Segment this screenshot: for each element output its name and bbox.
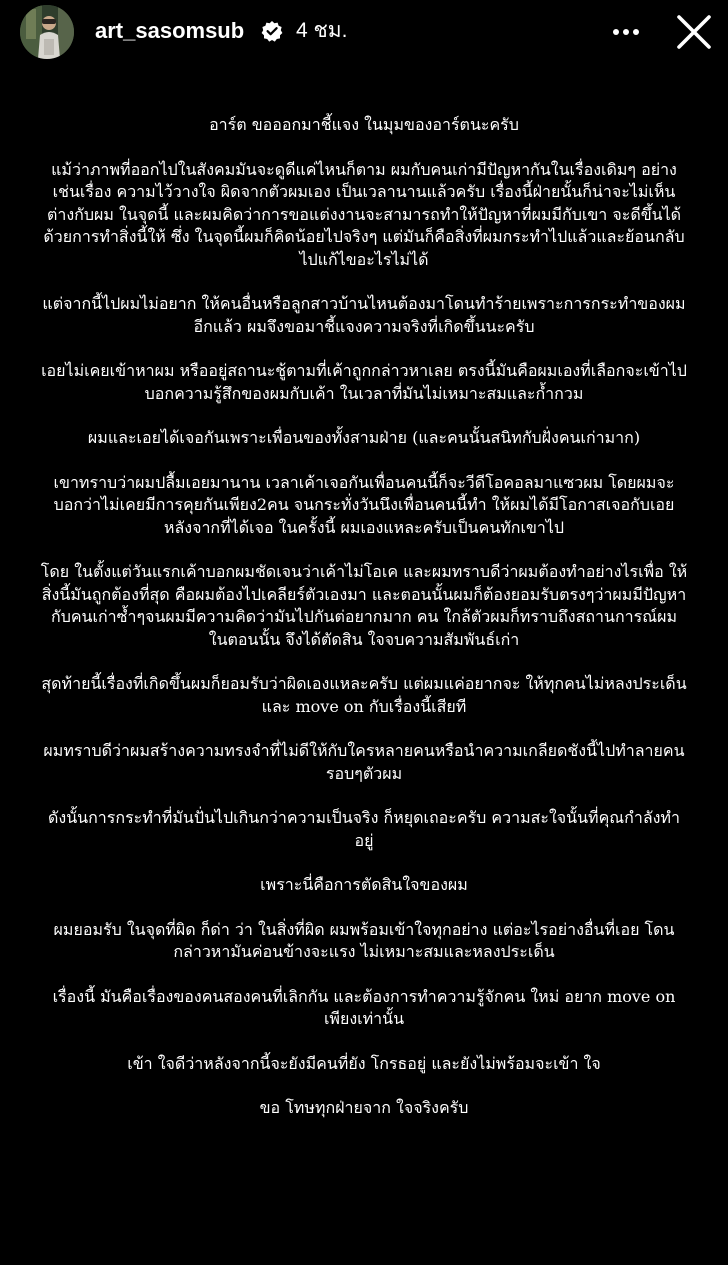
more-options-button[interactable] (606, 16, 646, 48)
paragraph: ผมและเอยได้เจอกันเพราะเพื่อนของทั้งสามฝ่าย (และคนนั้นสนิทกับฝั่งคนเก่ามาก) (87, 428, 641, 447)
avatar-image (20, 5, 74, 59)
paragraph: โดย ในตั้งแต่วันแรกเค้าบอกผมชัดเจนว่าเค้าไม่โอเค และผมทราบดีว่าผมต้องทำอย่างไรเพื่อ ให้สิ่งนี้มันถูกต้องที่สุด คือผมต้องไปเคลียร์ตัวเองมา และตอนนั้นผมก็ต้องยอมรับตรงๆว่าผมมีปัญหากับคนเก่าซ้ำๆจนผมมีความคิดว่ามันไปกันต่อยากมาก คน ใกล้ตัวผมก็ทราบถึงสถานการณ์ผม ในตอนนั้น จึงได้ตัดสิน ใจจบความสัมพันธ์เก่า (40, 562, 688, 649)
more-dots-icon (606, 16, 646, 48)
paragraph: แต่จากนี้ไปผมไม่อยาก ให้คนอื่นหรือลูกสาวบ้านไหนต้องมาโดนทำร้ายเพราะการกระทำของผมอีกแล้ว ผมจึงขอมาชี้แจงความจริงที่เกิดขึ้นนะครับ (42, 294, 686, 336)
story-header (0, 0, 728, 64)
story-text-content (40, 114, 688, 1142)
paragraph: อาร์ต ขอออกมาชี้แจง ในมุมของอาร์ตนะครับ (209, 115, 519, 134)
username[interactable]: art_sasomsub (95, 18, 245, 43)
paragraph: ดังนั้นการกระทำที่มันปั่นไปเกินกว่าความเป็นจริง ก็หยุดเถอะครับ ความสะใจนั้นที่คุณกำลังทำอยู่ (48, 808, 680, 850)
close-icon (676, 14, 712, 50)
paragraph: เรื่องนี้ มันคือเรื่องของคนสองคนที่เลิกกัน และต้องการทำความรู้จักคน ใหม่ อยาก move on เพียงเท่านั้น (52, 986, 676, 1028)
paragraph: เขาทราบว่าผมปลื้มเอยมานาน เวลาเค้าเจอกันเพื่อนคนนี้ก็จะวีดีโอคอลมาแซวผม โดยผมจะบอกว่าไม่เคยมีการคุยกันเพียง2คน จนกระทั่งวันนึงเพื่อนคนนี้ทำ ให้ผมได้มีโอกาสเจอกับเอย หลังจากที่ได้เจอ ในครั้งนี้ ผมเองแหละครับเป็นคนทักเขาไป (53, 472, 675, 537)
verified-badge-icon (261, 20, 283, 42)
paragraph: เอยไม่เคยเข้าหาผม หรืออยู่สถานะชู้ตามที่เค้าถูกกล่าวหาเลย ตรงนี้มันคือผมเองที่เลือกจะเข้าไปบอกความรู้สึกของผมกับเค้า ในเวลาที่มันไม่เหมาะสมและก้ำกวม (41, 361, 687, 403)
paragraph: เพราะนี่คือการตัดสินใจของผม (260, 875, 468, 894)
post-time: 4 ชม. (296, 19, 348, 42)
paragraph: แม้ว่าภาพที่ออกไปในสังคมมันจะดูดีแค่ไหนก็ตาม ผมกับคนเก่ามีปัญหากันในเรื่องเดิมๆ อย่างเช่นเรื่อง ความไว้วางใจ ผิดจากตัวผมเอง เป็นเวลานานแล้วครับ เรื่องนี้ฝ่ายนั้นก็น่าจะไม่เห็นต่างกับผม ในจุดนี้ และผมคิดว่าการขอแต่งงานจะสามารถทำให้ปัญหาที่ผมมีกับเขา จะดีขึ้นได้ด้วยการทำสิ่งนี้ให้ ซึ่ง ในจุดนี้ผมก็คิดน้อยไปจริงๆ แต่มันก็คือสิ่งที่ผมกระทำไปแล้วและย้อนกลับไปแก้ไขอะไรไม่ได้ (43, 159, 685, 269)
paragraph: ขอ โทษทุกฝ่ายจาก ใจจริงครับ (259, 1098, 469, 1117)
avatar[interactable] (20, 5, 74, 59)
paragraph: ผมยอมรับ ในจุดที่ผิด ก็ด่า ว่า ในสิ่งที่ผิด ผมพร้อมเข้าใจทุกอย่าง แต่อะไรอย่างอื่นที่เอย โดนกล่าวหามันค่อนข้างจะแรง ไม่เหมาะสมและหลงประเด็น (53, 919, 675, 961)
close-button[interactable] (676, 14, 712, 50)
paragraph: เข้า ใจดีว่าหลังจากนี้จะยังมีคนที่ยัง โกรธอยู่ และยังไม่พร้อมจะเข้า ใจ (127, 1053, 601, 1073)
paragraph: สุดท้ายนี้เรื่องที่เกิดขึ้นผมก็ยอมรับว่าผิดเองแหละครับ แต่ผมแค่อยากจะ ให้ทุกคนไม่หลงประเด็นและ move on กับเรื่องนี้เสียที (41, 674, 687, 716)
paragraph: ผมทราบดีว่าผมสร้างความทรงจำที่ไม่ดีให้กับใครหลายคนหรือนำความเกลียดชังนี้ไปทำลายคนรอบๆตัวผม (43, 741, 685, 783)
